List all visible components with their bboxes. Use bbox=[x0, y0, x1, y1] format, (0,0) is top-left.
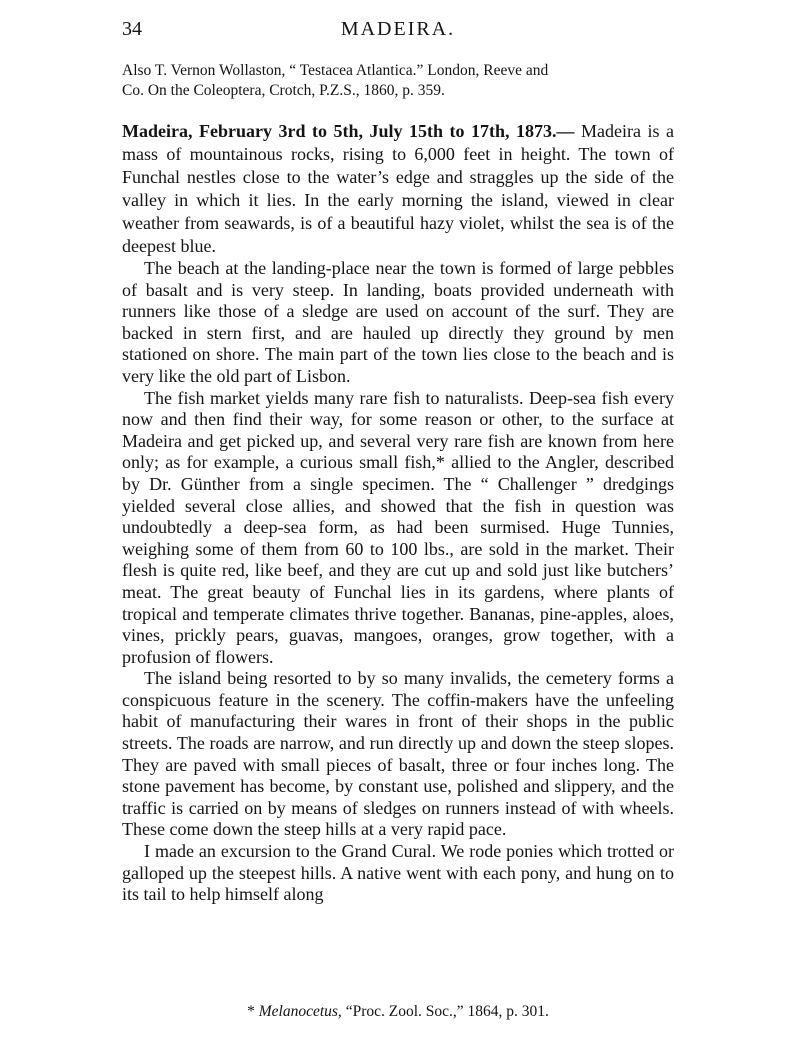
section-intro bbox=[122, 120, 674, 258]
bibliography-line: Co. On the Coleoptera, Crotch, P.Z.S., 1860, p. 359. bbox=[122, 82, 445, 99]
book-page bbox=[122, 14, 675, 1020]
running-title: MADEIRA. bbox=[340, 18, 456, 40]
paragraph-cemetery: The island being resorted to by so many invalids, the cemetery forms a conspicuous feature in the scenery. The coffin-makers have the unfeeling habit of manufacturing their wares in front of their shops in the public streets. The roads are narrow, and run directly up and down the steep slopes. They are paved with small pieces of basalt, three or four inches long. The stone pavement has become, by constant use, polished and slippery, and the traffic is carried on by means of sledges on runners instead of with wheels. These come down the steep hills at a very rapid pace. bbox=[122, 668, 674, 840]
paragraph-fish-market: The fish market yields many rare fish to naturalists. Deep-sea fish every now and then find their way, for some reason or other, to the surface at Madeira and get picked up, and several very rare fish are known from here only; as for example, a curious small fish,* allied to the Angler, described by Dr. Günther from a single specimen. The “ Challenger ” dredgings yielded several close allies, and showed that the fish in question was undoubtedly a deep-sea form, as had been surmised. Huge Tunnies, weighing some of them from 60 to 100 lbs., are sold in the market. Their flesh is quite red, like beef, and they are cut up and sold just like butchers’ meat. The great beauty of Funchal lies in its gardens, where plants of tropical and temperate climates thrive together. Bananas, pine-apples, aloes, vines, prickly pears, guavas, mangoes, oranges, grow together, with a profusion of flowers. bbox=[122, 387, 674, 667]
section-heading: Madeira, February 3rd to 5th, July 15th to 17th, 1873.— bbox=[122, 121, 575, 141]
footnote-genus: Melanocetus, bbox=[258, 1003, 342, 1020]
footnote-marker: * bbox=[247, 1003, 255, 1020]
bibliography-note bbox=[122, 61, 674, 101]
footnote-citation: “Proc. Zool. Soc.,” 1864, p. 301. bbox=[345, 1003, 549, 1020]
section-intro-text: Madeira is a mass of mountainous rocks, rising to 6,000 feet in height. The town of Funchal nestles close to the water’s edge and straggles up the side of the valley in which it lies. In the early morning the island, viewed in clear weather from seawards, is of a beautiful hazy violet, whilst the sea is of the deepest blue. bbox=[122, 121, 675, 256]
running-head bbox=[122, 14, 674, 44]
footnote bbox=[122, 1002, 674, 1022]
page-number: 34 bbox=[122, 18, 142, 40]
bibliography-line: Also T. Vernon Wollaston, “ Testacea Atlantica.” London, Reeve and bbox=[122, 62, 549, 79]
paragraph-excursion: I made an excursion to the Grand Cural. We rode ponies which trotted or galloped up the steepest hills. A native went with each pony, and hung on to its tail to help himself along bbox=[122, 841, 674, 905]
paragraph-beach: The beach at the landing-place near the town is formed of large pebbles of basalt and is very steep. In landing, boats provided underneath with runners like those of a sledge are used on account of the surf. They are backed in stern first, and are hauled up directly they ground by men stationed on shore. The main part of the town lies close to the beach and is very like the old part of Lisbon. bbox=[122, 258, 674, 386]
